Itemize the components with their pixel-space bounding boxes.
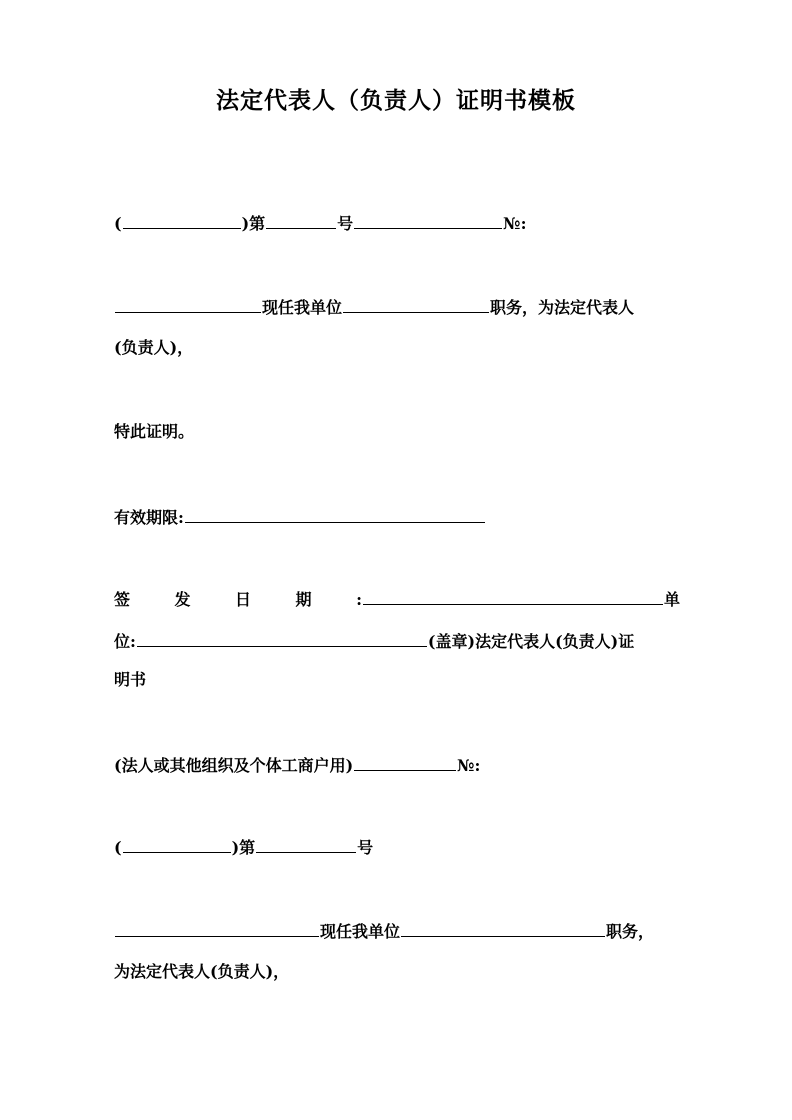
document-title: 法定代表人（负责人）证明书模板 [216,87,576,114]
issue-date-line [114,586,680,612]
unit-seal-line [114,628,680,654]
entity-type-line [114,752,680,778]
current-unit-label-2: 现任我单位 [320,922,401,941]
cert-number-line-2 [114,834,680,860]
position-line-2 [114,918,680,944]
blank-name-field[interactable] [115,294,261,313]
entity-type-label: (法人或其他组织及个体工商户用) [114,756,354,775]
current-unit-label: 现任我单位 [262,298,343,317]
seal-cert-text: (盖章)法定代表人(负责人)证 [427,632,635,651]
position-legal-rep-text: 职务，为法定代表人 [490,298,635,317]
unit-label: 位: [114,632,136,651]
cert-book-text: 明书 [114,670,147,689]
issue-char-4: 期 [295,590,312,609]
hao-label: 号 [337,214,354,233]
blank-region-field-2[interactable] [123,834,231,853]
blank-issue-date-field[interactable] [363,586,663,605]
position-line [114,294,680,320]
open-paren: ( [114,214,122,233]
validity-label: 有效期限: [114,508,184,527]
position-label-2: 职务， [606,922,655,941]
cert-number-line [114,210,680,236]
responsible-person-text: (负责人)， [114,338,194,357]
blank-number-field[interactable] [266,210,336,229]
di-label-2: )第 [231,838,256,857]
open-paren-2: ( [114,838,122,857]
numero-label-2: №: [457,756,481,775]
numero-label: №: [503,214,527,233]
unit-char: 单 [663,590,680,609]
blank-position-field[interactable] [343,294,489,313]
di-label: )第 [241,214,266,233]
blank-serial-field[interactable] [354,210,502,229]
hao-label-2: 号 [357,838,374,857]
blank-validity-field[interactable] [185,504,485,523]
blank-region-field[interactable] [123,210,241,229]
blank-unit-field[interactable] [137,628,427,647]
legal-rep-text-2: 为法定代表人(负责人)， [114,962,290,981]
certify-text: 特此证明。 [114,422,195,441]
blank-position-field-2[interactable] [401,918,605,937]
issue-char-1: 签 [114,590,131,609]
validity-line [114,504,680,530]
issue-colon: : [356,590,362,609]
blank-number-field-2[interactable] [256,834,356,853]
blank-entity-number-field[interactable] [354,752,456,771]
issue-char-2: 发 [174,590,191,609]
issue-char-3: 日 [235,590,252,609]
blank-name-field-2[interactable] [115,918,319,937]
